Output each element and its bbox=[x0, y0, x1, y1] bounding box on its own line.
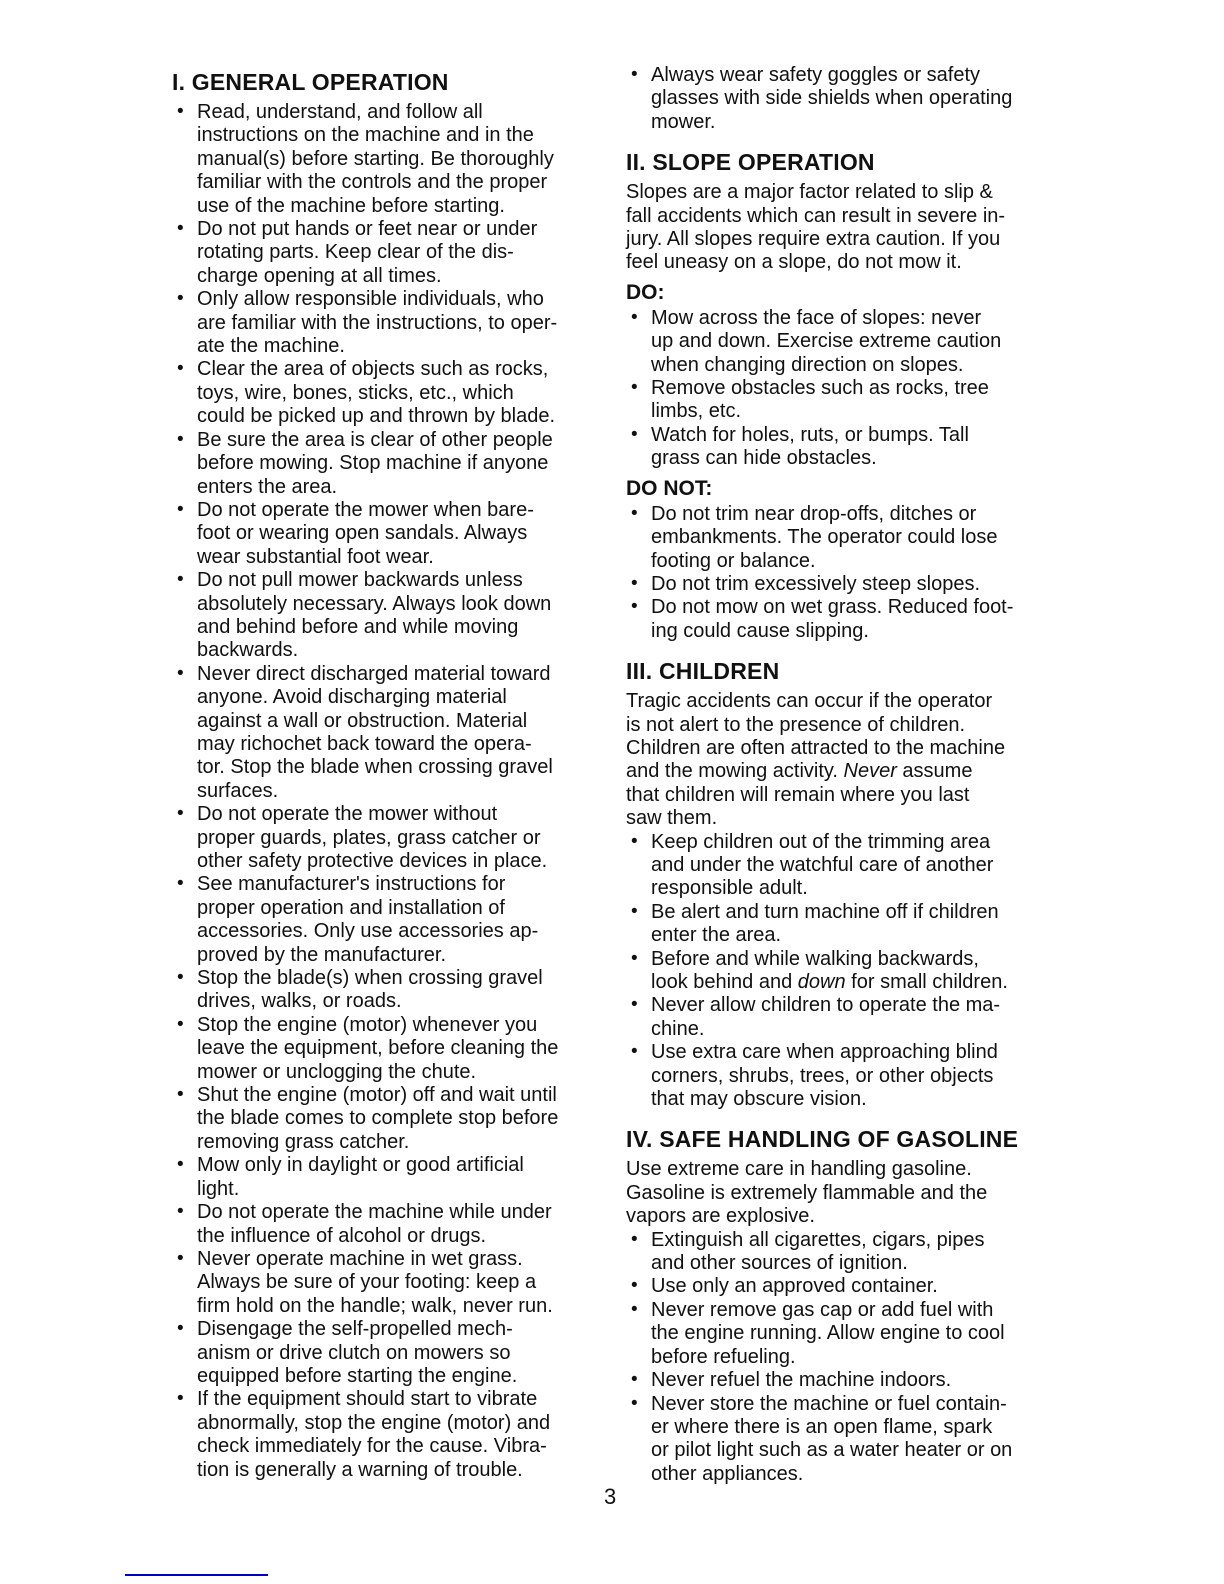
text-line: backwards. bbox=[197, 639, 299, 662]
text-line: and the mowing activity. Never assume bbox=[626, 760, 973, 783]
text-line: Stop the blade(s) when crossing gravel bbox=[197, 967, 543, 990]
text-line: mower. bbox=[651, 110, 716, 133]
list-item bbox=[626, 901, 1086, 948]
text-line: Do not operate the mower without bbox=[197, 803, 498, 826]
list-item bbox=[172, 499, 632, 569]
list-item bbox=[626, 831, 1086, 901]
text-line: ate the machine. bbox=[197, 335, 345, 358]
text-line: anyone. Avoid discharging material bbox=[197, 686, 507, 709]
text-line: embankments. The operator could lose bbox=[651, 526, 998, 549]
text-line: charge opening at all times. bbox=[197, 264, 442, 287]
text-line: that may obscure vision. bbox=[651, 1088, 867, 1111]
list-item bbox=[172, 1084, 632, 1154]
text-line: proper guards, plates, grass catcher or bbox=[197, 826, 541, 849]
text-line: grass can hide obstacles. bbox=[651, 447, 877, 470]
list-item bbox=[626, 1299, 1086, 1369]
list-item bbox=[626, 596, 1086, 643]
text-line: when changing direction on slopes. bbox=[651, 353, 964, 376]
text-line: See manufacturer's instructions for bbox=[197, 873, 506, 896]
text-line: check immediately for the cause. Vibra- bbox=[197, 1435, 547, 1458]
text-line: Use only an approved container. bbox=[651, 1275, 938, 1298]
text-line: Use extra care when approaching blind bbox=[651, 1041, 998, 1064]
text-line: enters the area. bbox=[197, 475, 338, 498]
text-line: responsible adult. bbox=[651, 877, 808, 900]
text-line: equipped before starting the engine. bbox=[197, 1364, 518, 1387]
text-line: familiar with the controls and the proper bbox=[197, 171, 548, 194]
list-item bbox=[172, 1248, 632, 1318]
text-line: the influence of alcohol or drugs. bbox=[197, 1224, 487, 1247]
section-heading bbox=[626, 148, 1086, 176]
text-line: enter the area. bbox=[651, 924, 782, 947]
list-item bbox=[172, 873, 632, 967]
list-item bbox=[626, 1041, 1086, 1111]
text-line: Do not put hands or feet near or under bbox=[197, 218, 538, 241]
text-line: Never refuel the machine indoors. bbox=[651, 1369, 952, 1392]
text-line: Watch for holes, ruts, or bumps. Tall bbox=[651, 423, 969, 446]
text-line: vapors are explosive. bbox=[626, 1205, 815, 1228]
text-line: Never remove gas cap or add fuel with bbox=[651, 1298, 994, 1321]
text-line: the blade comes to complete stop before bbox=[197, 1107, 559, 1130]
text-line: wear substantial foot wear. bbox=[197, 545, 434, 568]
text-line: toys, wire, bones, sticks, etc., which bbox=[197, 381, 514, 404]
text-line: Extinguish all cigarettes, cigars, pipes bbox=[651, 1228, 985, 1251]
sub-heading bbox=[626, 280, 1086, 305]
text-line: are familiar with the instructions, to oper- bbox=[197, 311, 558, 334]
text-line: Before and while walking backwards, bbox=[651, 947, 979, 970]
text-line: and behind before and while moving bbox=[197, 615, 519, 638]
text-line: before mowing. Stop machine if anyone bbox=[197, 452, 549, 475]
text-line: rotating parts. Keep clear of the dis- bbox=[197, 241, 514, 264]
text-line: use of the machine before starting. bbox=[197, 194, 505, 217]
text-line: Be alert and turn machine off if children bbox=[651, 900, 999, 923]
text-line: Stop the engine (motor) whenever you bbox=[197, 1013, 538, 1036]
text-line: Mow across the face of slopes: never bbox=[651, 306, 982, 329]
text-line: before refueling. bbox=[651, 1345, 796, 1368]
footer-line bbox=[125, 1574, 268, 1576]
text-line: Do not operate the machine while under bbox=[197, 1201, 552, 1224]
text-line: tion is generally a warning of trouble. bbox=[197, 1458, 523, 1481]
left-column bbox=[172, 68, 632, 1482]
right-column bbox=[626, 64, 1086, 1486]
text-line: Shut the engine (motor) off and wait until bbox=[197, 1084, 557, 1107]
text-line: that children will remain where you last bbox=[626, 783, 970, 806]
text-line: Children are often attracted to the machine bbox=[626, 736, 1006, 759]
list-item bbox=[172, 1388, 632, 1482]
text-line: Disengage the self-propelled mech- bbox=[197, 1318, 513, 1341]
text-line: proved by the manufacturer. bbox=[197, 943, 447, 966]
list-item bbox=[172, 1154, 632, 1201]
text-line: Only allow responsible individuals, who bbox=[197, 288, 544, 311]
list-item bbox=[172, 1014, 632, 1084]
text-line: other safety protective devices in place. bbox=[197, 850, 548, 872]
list-item bbox=[626, 64, 1086, 134]
list-item bbox=[172, 288, 632, 358]
text-line: other appliances. bbox=[651, 1462, 804, 1485]
paragraph bbox=[626, 181, 1086, 275]
text-line: against a wall or obstruction. Material bbox=[197, 709, 528, 732]
text-line: Do not mow on wet grass. Reduced foot- bbox=[651, 596, 1014, 619]
text-line: drives, walks, or roads. bbox=[197, 990, 402, 1013]
list-item bbox=[172, 569, 632, 663]
text-line: Clear the area of objects such as rocks, bbox=[197, 358, 549, 381]
text-line: mower or unclogging the chute. bbox=[197, 1060, 477, 1083]
list-item bbox=[626, 994, 1086, 1041]
text-line: proper operation and installation of bbox=[197, 896, 505, 919]
text-line: II. SLOPE OPERATION bbox=[626, 149, 875, 176]
list-item bbox=[626, 377, 1086, 424]
paragraph bbox=[626, 1158, 1086, 1228]
text-line: chine. bbox=[651, 1017, 705, 1040]
list-item bbox=[626, 307, 1086, 377]
text-line: glasses with side shields when operating bbox=[651, 87, 1013, 110]
text-line: feel uneasy on a slope, do not mow it. bbox=[626, 251, 962, 274]
text-line: Always wear safety goggles or safety bbox=[651, 64, 981, 86]
text-line: leave the equipment, before cleaning the bbox=[197, 1037, 559, 1060]
list-item bbox=[172, 663, 632, 803]
section-heading bbox=[626, 657, 1086, 685]
list-item bbox=[626, 1275, 1086, 1298]
text-line: accessories. Only use accessories ap- bbox=[197, 920, 539, 943]
text-line: is not alert to the presence of children. bbox=[626, 713, 966, 736]
text-line: abnormally, stop the engine (motor) and bbox=[197, 1411, 551, 1434]
text-line: look behind and down for small children. bbox=[651, 971, 1008, 993]
text-line: Read, understand, and follow all bbox=[197, 101, 483, 123]
text-line: and other sources of ignition. bbox=[651, 1252, 908, 1275]
list-item bbox=[172, 358, 632, 428]
text-line: corners, shrubs, trees, or other objects bbox=[651, 1064, 994, 1087]
text-line: Tragic accidents can occur if the operator bbox=[626, 690, 993, 713]
text-line: may richochet back toward the opera- bbox=[197, 732, 532, 755]
paragraph bbox=[626, 690, 1086, 830]
text-line: Never allow children to operate the ma- bbox=[651, 994, 1001, 1017]
text-line: DO: bbox=[626, 280, 665, 304]
text-line: I. GENERAL OPERATION bbox=[172, 69, 449, 95]
text-line: firm hold on the handle; walk, never run. bbox=[197, 1294, 553, 1317]
list-item bbox=[172, 429, 632, 499]
text-line: instructions on the machine and in the bbox=[197, 124, 534, 147]
text-line: footing or balance. bbox=[651, 549, 816, 572]
list-item bbox=[172, 1201, 632, 1248]
text-line: or pilot light such as a water heater or on bbox=[651, 1439, 1013, 1462]
text-line: could be picked up and thrown by blade. bbox=[197, 405, 556, 428]
list-item bbox=[626, 573, 1086, 596]
text-line: up and down. Exercise extreme caution bbox=[651, 330, 1002, 353]
list-item bbox=[172, 967, 632, 1014]
text-line: Do not operate the mower when bare- bbox=[197, 498, 534, 521]
text-line: er where there is an open flame, spark bbox=[651, 1415, 993, 1438]
text-line: IV. SAFE HANDLING OF GASOLINE bbox=[626, 1126, 1019, 1153]
list-item bbox=[626, 424, 1086, 471]
section-heading bbox=[626, 1125, 1086, 1153]
text-line: anism or drive clutch on mowers so bbox=[197, 1341, 511, 1364]
list-item bbox=[626, 1229, 1086, 1276]
text-line: fall accidents which can result in severe in- bbox=[626, 204, 1006, 227]
text-line: tor. Stop the blade when crossing gravel bbox=[197, 756, 553, 779]
page-number: 3 bbox=[604, 1484, 617, 1509]
list-item bbox=[626, 948, 1086, 995]
list-item bbox=[172, 803, 632, 873]
text-line: jury. All slopes require extra caution. If you bbox=[626, 228, 1001, 251]
text-line: the engine running. Allow engine to cool bbox=[651, 1322, 1005, 1345]
text-line: light. bbox=[197, 1177, 240, 1200]
text-line: Do not trim excessively steep slopes. bbox=[651, 572, 981, 595]
text-line: Use extreme care in handling gasoline. bbox=[626, 1158, 972, 1181]
text-line: Be sure the area is clear of other people bbox=[197, 428, 553, 451]
text-line: Slopes are a major factor related to slip & bbox=[626, 181, 993, 204]
text-line: limbs, etc. bbox=[651, 400, 742, 423]
list-item bbox=[172, 218, 632, 288]
text-line: saw them. bbox=[626, 807, 718, 830]
list-item bbox=[626, 1369, 1086, 1392]
text-line: III. CHILDREN bbox=[626, 658, 780, 685]
text-line: Never direct discharged material toward bbox=[197, 662, 551, 685]
text-line: Keep children out of the trimming area bbox=[651, 830, 991, 853]
section-heading bbox=[172, 68, 632, 96]
list-item bbox=[626, 503, 1086, 573]
text-line: Do not trim near drop-offs, ditches or bbox=[651, 502, 977, 525]
text-line: Do not pull mower backwards unless bbox=[197, 569, 523, 592]
text-line: DO NOT: bbox=[626, 476, 713, 500]
text-line: ing could cause slipping. bbox=[651, 619, 869, 642]
text-line: surfaces. bbox=[197, 779, 279, 802]
list-item bbox=[626, 1393, 1086, 1487]
text-line: Mow only in daylight or good artificial bbox=[197, 1154, 524, 1177]
list-item bbox=[172, 101, 632, 218]
text-line: foot or wearing open sandals. Always bbox=[197, 522, 528, 545]
list-item bbox=[172, 1318, 632, 1388]
text-line: absolutely necessary. Always look down bbox=[197, 592, 552, 615]
text-line: and under the watchful care of another bbox=[651, 853, 994, 876]
sub-heading bbox=[626, 476, 1086, 501]
text-line: manual(s) before starting. Be thoroughly bbox=[197, 147, 554, 170]
text-line: Always be sure of your footing: keep a bbox=[197, 1271, 537, 1294]
text-line: Never store the machine or fuel contain- bbox=[651, 1392, 1007, 1415]
text-line: Gasoline is extremely flammable and the bbox=[626, 1181, 988, 1204]
text-line: Never operate machine in wet grass. bbox=[197, 1247, 523, 1270]
text-line: Remove obstacles such as rocks, tree bbox=[651, 377, 989, 400]
text-line: If the equipment should start to vibrate bbox=[197, 1388, 538, 1411]
text-line: removing grass catcher. bbox=[197, 1130, 410, 1153]
